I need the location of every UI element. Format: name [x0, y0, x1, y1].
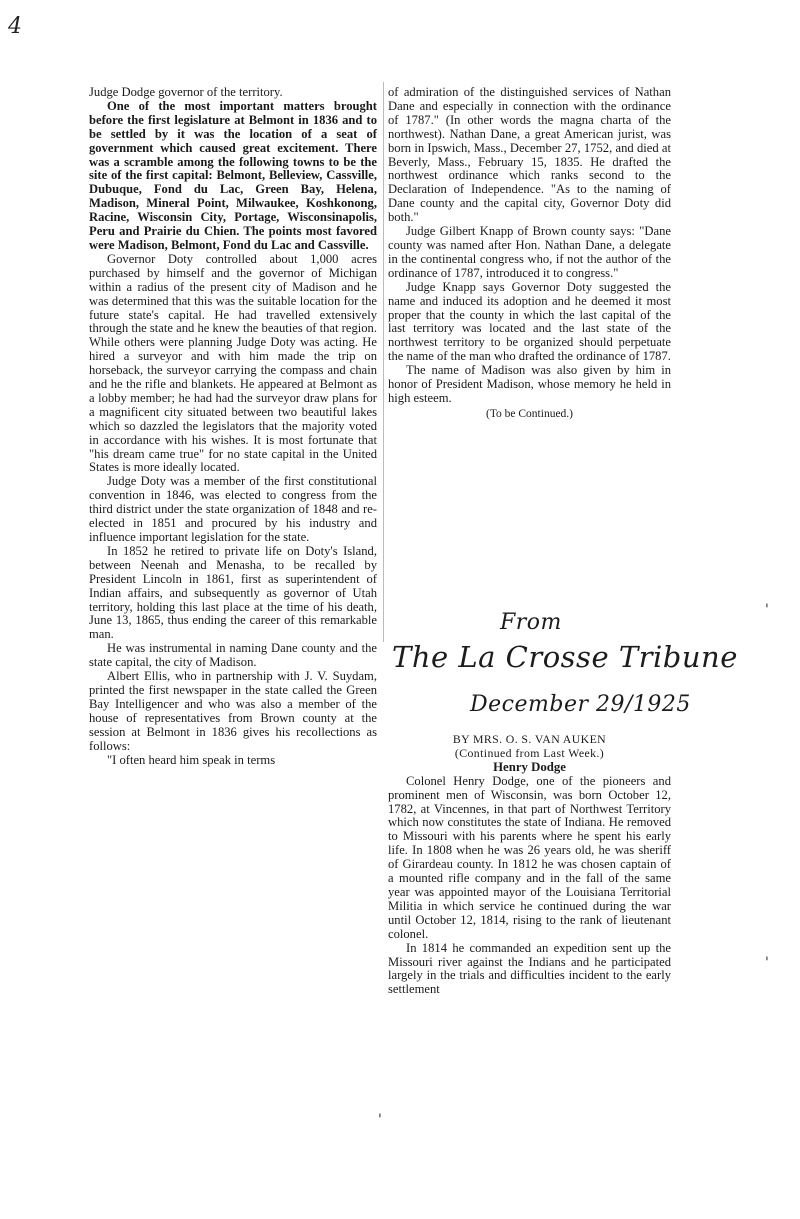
paragraph: Governor Doty controlled about 1,000 acres purchased by himself and the governor of Michigan within a radius of the present city of Madison and he was determined that this was the suitable location for the future state's capital. He had travelled extensively through the state and he knew the beauties of that region. While others were planning Judge Doty was acting. He hired a surveyor and with him made the trip on horseback, the surveyor carrying the compass and chain and he the rifle and blankets. He appeared at Belmont as a lobby member; he had had the surveyor draw plans for a magnificent city situated between two beautiful lakes which so dazzled the legislators that the majority voted in accordance with his wishes. It is most fortunate that "his dream came true" for no state capital in the United States is more ideally located. — [89, 251, 377, 475]
left-column — [89, 86, 377, 767]
section-heading: Henry Dodge — [493, 759, 566, 774]
margin-mark: ' — [765, 955, 769, 971]
paragraph: Judge Doty was a member of the first constitutional convention in 1846, was elected to congress from the third district under the state organization of 1848 and re-elected in 1851 and procured by his industry and influence important legislation for the state. — [89, 474, 377, 544]
paragraph: The name of Madison was also given by him in honor of President Madison, whose memory he held in high esteem. — [388, 363, 671, 405]
paragraph: Judge Dodge governor of the territory. — [89, 85, 283, 99]
handwritten-source: The La Crosse Tribune — [392, 640, 738, 674]
margin-mark: ' — [378, 1112, 382, 1128]
paragraph: He was instrumental in naming Dane county and the state capital, the city of Madison. — [89, 641, 377, 670]
paragraph: Judge Gilbert Knapp of Brown county says: "Dane county was named after Hon. Nathan Dane, a delegate in the continental congress who, if not the author of the ordinance of 1787, introduced it to congress." — [388, 224, 671, 280]
paragraph: Albert Ellis, who in partnership with J. V. Suydam, printed the first newspaper in the state called the Green Bay Intelligencer and who was also a member of the house of representatives from Brown county at the session at Belmont in 1836 gives his recollections as follows: — [89, 669, 377, 753]
continued-note: (Continued from Last Week.) — [454, 745, 605, 760]
to-be-continued: (To be Continued.) — [485, 407, 574, 420]
paragraph: Judge Knapp says Governor Doty suggested the name and induced its adoption and he deemed it most proper that the county in which the last capital of the last territory was located and the last state of the northwest territory to be organized should perpetuate the name of the man who drafted the ordinance of 1787. — [388, 279, 671, 364]
paragraph: Colonel Henry Dodge, one of the pioneers and prominent men of Wisconsin, was born October 12, 1782, at Vincennes, in that part of Northwest Territory which now constitutes the state of Indiana. He removed to Missouri with his parents where he spent his early life. In 1808 when he was 26 years old, he was sheriff of Girardeau county. In 1812 he was chosen captain of a mounted rifle company and in the fall of the same year was appointed mayor of the Louisiana Territorial Militia in which service he continued during the war until October 12, 1814, rising to the rank of lieutenant colonel. — [388, 773, 671, 941]
paragraph: "I often heard him speak in terms — [107, 752, 276, 767]
page-number: 4 — [8, 14, 22, 39]
margin-mark: ' — [765, 602, 769, 618]
paragraph: In 1814 he commanded an expedition sent up the Missouri river against the Indians and he participated largely in the trials and difficulties incident to the early settlement — [388, 940, 671, 997]
paragraph: In 1852 he retired to private life on Doty's Island, between Neenah and Menasha, to be recalled by President Lincoln in 1861, first as superintendent of Indian affairs, and subsequently as governor of Utah territory, holding this last place at the time of his death, June 13, 1865, thus ending the career of this remarkable man. — [89, 543, 377, 642]
right-column-top — [388, 86, 671, 422]
right-column-bottom — [388, 733, 671, 997]
paragraph: One of the most important matters brought before the first legislature at Belmont in 1836 and to be settled by it was the location of a seat of government which caused great excitement. There was a scramble among the following towns to be the site of the first capital: Belmont, Belleview, Cassville, Dubuque, Fond du Lac, Green Bay, Helena, Madison, Mineral Point, Milwaukee, Koshkonong, Racine, Wisconsin City, Portage, Wisconsinapolis, Peru and Prairie du Chien. The points most favored were Madison, Belmont, Fond du Lac and Cassville. — [89, 98, 377, 252]
handwritten-date: December 29/1925 — [470, 692, 691, 717]
paragraph: of admiration of the distinguished services of Nathan Dane and especially in connection with the ordinance of 1787." (In other words the magna charta of the northwest). Nathan Dane, a great American jurist, was born in Ipswich, Mass., December 27, 1752, and died at Beverly, Mass., February 15, 1835. He drafted the northwest ordinance which ranks second to the Declaration of Independence. "As to the naming of Dane county and the capital city, Governor Doty did both." — [388, 85, 671, 225]
handwritten-from: From — [500, 610, 562, 635]
byline: BY MRS. O. S. VAN AUKEN — [452, 732, 607, 746]
column-rule — [383, 82, 384, 642]
